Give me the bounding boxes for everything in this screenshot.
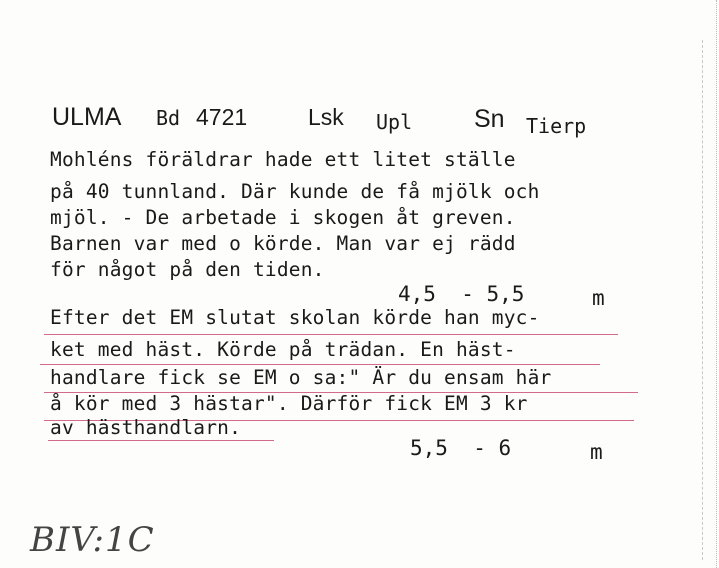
handwritten-signature: BIV:1C xyxy=(30,520,155,560)
page-reference: 4,5 - 5,5 xyxy=(398,282,525,306)
text-line: Barnen var med o körde. Man var ej rädd xyxy=(50,232,516,255)
landskap-value: Upl xyxy=(376,110,413,134)
text-line: mjöl. - De arbetade i skogen åt greven. xyxy=(50,206,516,229)
underline xyxy=(40,364,600,365)
text-line: ket med häst. Körde på trädan. En häst- xyxy=(50,338,516,361)
text-line: på 40 tunnland. Där kunde de få mjölk och xyxy=(50,180,540,203)
landskap-label: Lsk xyxy=(308,104,344,130)
socken-label: Sn xyxy=(474,105,505,133)
text-line: för något på den tiden. xyxy=(50,258,325,281)
scan-edge xyxy=(715,0,717,568)
volume-number: 4721 xyxy=(196,104,248,130)
card-edge xyxy=(701,40,703,560)
text-line: å kör med 3 hästar". Därför fick EM 3 kr xyxy=(50,392,528,415)
page-unit: m xyxy=(592,286,605,310)
page-reference: 5,5 - 6 xyxy=(410,436,512,460)
text-line: Efter det EM slutat skolan körde han myc- xyxy=(50,306,540,329)
underline xyxy=(48,440,274,441)
underline xyxy=(44,334,618,335)
text-line: handlare fick se EM o sa:" Är du ensam här xyxy=(50,366,552,389)
text-line: Mohléns föräldrar hade ett litet ställe xyxy=(50,148,516,171)
page-unit: m xyxy=(590,440,603,464)
archive-name: ULMA xyxy=(52,103,122,131)
socken-value: Tierp xyxy=(526,114,587,138)
text-line: av hästhandlarn. xyxy=(50,416,242,439)
volume-label: Bd xyxy=(156,106,181,130)
